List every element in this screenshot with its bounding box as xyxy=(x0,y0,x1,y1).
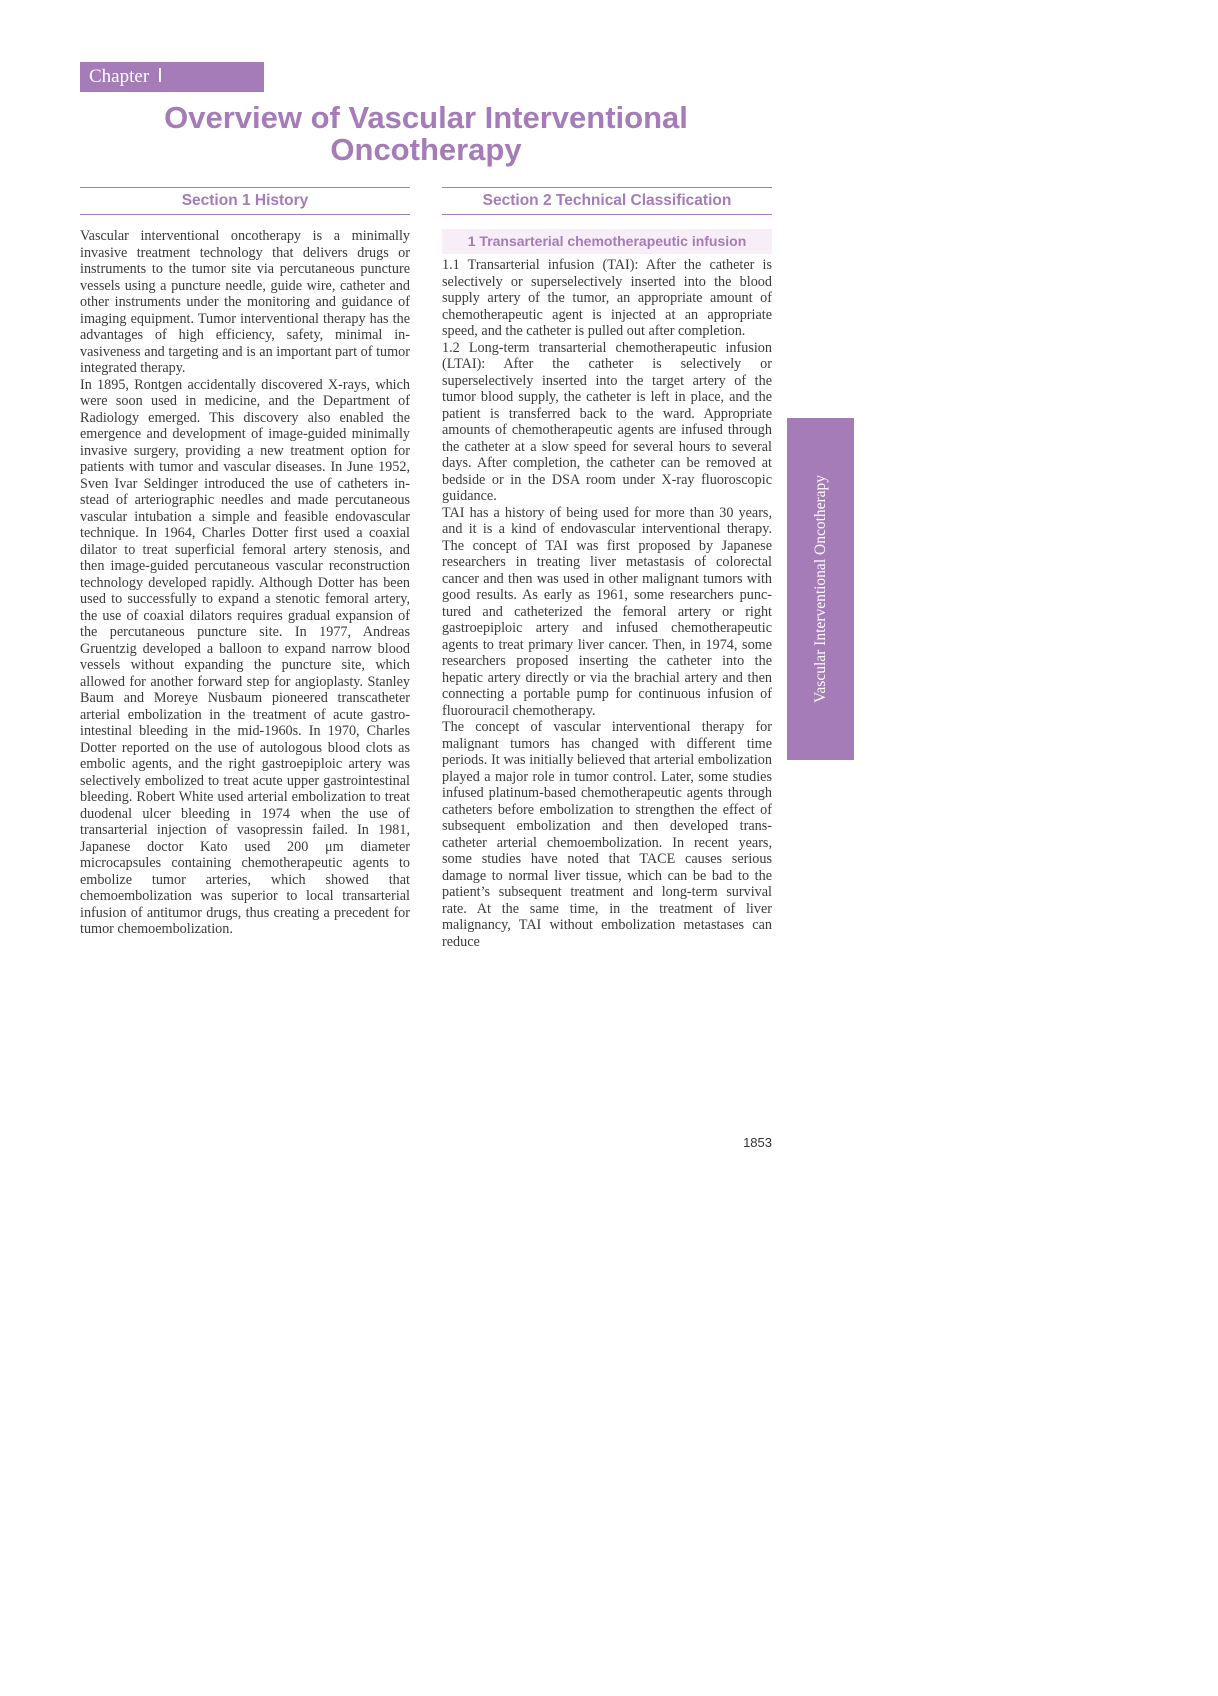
right-column xyxy=(442,187,772,950)
chapter-label: Chapter xyxy=(89,66,150,87)
page-title-line-2: Oncotherapy xyxy=(330,132,522,167)
chapter-number: Ⅰ xyxy=(157,66,163,87)
page-title xyxy=(80,102,772,166)
left-column xyxy=(80,187,410,938)
side-chapter-tab xyxy=(787,418,854,760)
section-2-paragraph: The concept of vascular interventional therapy for malignant tumors has changed with different time periods. It was initially believed that arterial embolization played a major role in tumor control. Later, some studies infused platinum-based chemotherapeutic agents through catheters before embolization to strengthen the effect of subsequent embolization and then developed transcatheter arterial chemoembolization. In recent years, some studies have noted that TACE causes serious damage to normal liver tissue, which can be bad to the patient’s subsequent treatment and long-term survival rate. At the same time, in the treatment of liver malignancy, TAI without embolization metastases can reduce xyxy=(442,719,772,950)
section-2-body xyxy=(442,257,772,950)
section-2-heading: Section 2 Technical Classification xyxy=(442,187,772,215)
section-1-heading: Section 1 History xyxy=(80,187,410,215)
section-1-paragraph: In 1895, Rontgen accidentally discovered X-rays, which were soon used in medicine, and the Department of Radiology emerged. This discovery also enabled the emergence and development of image-guided minimally invasive surgery, providing a new treatment option for patients with tumor and vascular diseases. In June 1952, Sven Ivar Seldinger introduced the use of catheters instead of arteriographic needles and made percutaneous vascular intubation a simple and feasible endovascular technique. In 1964, Charles Dotter first used a coaxial dilator to treat superficial femoral artery stenosis, and then image-guided percutaneous vascular reconstruction technology developed rapidly. Although Dotter has been used to successfully to expand a stenotic femoral artery, the use of coaxial dilators requires gradual expansion of the percutaneous puncture site. In 1977, Andreas Gruentzig developed a balloon to expand narrow blood vessels without expanding the puncture site, which allowed for another forward step for angioplasty. Stanley Baum and Moreye Nusbaum pioneered transcatheter arterial embolization in the treatment of acute gastrointestinal bleeding in the mid-1960s. In 1970, Charles Dotter reported on the use of autologous blood clots as embolic agents, and the right gastroepiploic artery was selectively embolized to treat acute upper gastrointestinal bleeding. Robert White used arterial embolization to treat duodenal ulcer bleeding in 1974 when the use of transarterial injection of vasopressin failed. In 1981, Japanese doctor Kato used 200 μm diameter microcapsules containing chemotherapeutic agents to embolize tumor arteries, which showed that chemoembolization was superior to local transarterial infusion of antitumor drugs, thus creating a precedent for tumor chemoembolization. xyxy=(80,376,410,937)
chapter-tab xyxy=(80,62,264,92)
section-1-body xyxy=(80,228,410,938)
subsection-heading: 1 Transarterial chemotherapeutic infusion xyxy=(442,229,772,254)
section-1-paragraph: Vascular interventional oncotherapy is a minimally invasive treatment technology that delivers drugs or instruments to the tumor site via percutaneous puncture vessels using a puncture needle, guide wire, catheter and other instruments under the monitoring and guidance of imaging equipment. Tumor interventional therapy has the advantages of high efficiency, safety, minimal invasiveness and targeting and is an important part of tumor integrated therapy. xyxy=(80,228,410,376)
side-chapter-label: Vascular Interventional Oncotherapy xyxy=(811,474,829,704)
page-number: 1853 xyxy=(743,1135,772,1150)
section-2-paragraph: 1.2 Long-term transarterial chemotherapeutic infusion (LTAI): After the catheter is selectively or superselectively inserted into the target artery of the tumor blood supply, the catheter is left in place, and the patient is transferred back to the ward. Appropriate amounts of chemotherapeutic agents are infused through the catheter at a slow speed for several hours to several days. After completion, the catheter can be removed at bedside or in the DSA room under X-ray fluoroscopic guidance. xyxy=(442,339,772,504)
section-2-paragraph: TAI has a history of being used for more than 30 years, and it is a kind of endovascular interventional therapy. The concept of TAI was first proposed by Japanese researchers in treating liver metastasis of colorectal cancer and then was used in other malignant tumors with good results. As early as 1961, some researchers punctured and catheterized the femoral artery or right gastroepiploic artery and infused chemotherapeutic agents to treat primary liver cancer. Then, in 1974, some researchers proposed inserting the catheter into the hepatic artery directly or via the brachial artery and then connecting a portable pump for continuous infusion of fluorouracil chemotherapy. xyxy=(442,504,772,719)
section-2-paragraph: 1.1 Transarterial infusion (TAI): After the catheter is selectively or superselectively inserted into the blood supply artery of the tumor, an appropriate amount of chemotherapeutic agent is injected at an appropriate speed, and the catheter is pulled out after completion. xyxy=(442,257,772,339)
page-title-line-1: Overview of Vascular Interventional xyxy=(164,100,688,135)
